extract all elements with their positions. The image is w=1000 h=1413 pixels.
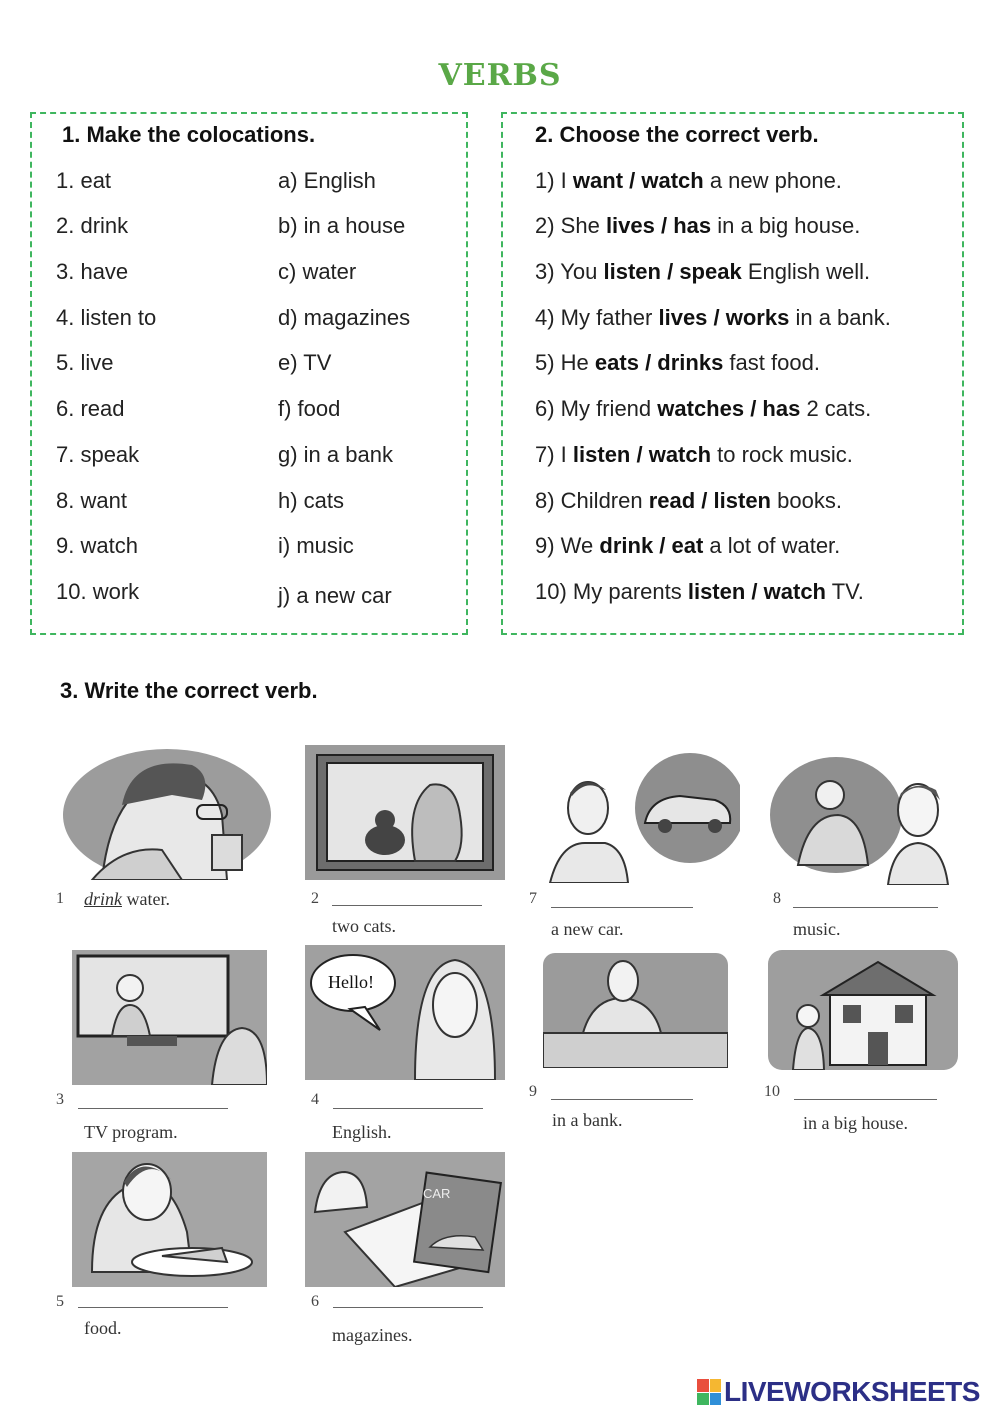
colocation-verb[interactable]: 1. eat <box>56 168 112 193</box>
answer-line[interactable] <box>333 1108 483 1109</box>
example-sentence: drink water. <box>84 889 170 909</box>
card-caption: English. <box>332 1122 392 1142</box>
answer-line[interactable] <box>551 907 693 908</box>
choose-verb-sentence: 2) She lives / has in a big house. <box>535 213 861 238</box>
exercise3-heading: 3. Write the correct verb. <box>60 678 318 703</box>
choose-verb-sentence: 10) My parents listen / watch TV. <box>535 579 864 604</box>
choose-verb-sentence: 4) My father lives / works in a bank. <box>535 305 891 330</box>
picture-new-car <box>540 748 740 883</box>
choose-verb-sentence: 7) I listen / watch to rock music. <box>535 442 853 467</box>
verb-choice[interactable]: listen / watch <box>572 442 712 467</box>
picture-food <box>72 1152 267 1287</box>
card-number: 9 <box>529 1083 537 1100</box>
card-caption: food. <box>84 1318 122 1338</box>
card-number: 1 <box>56 890 64 907</box>
magazine-label: CAR <box>423 1186 451 1201</box>
picture-big-house <box>768 950 958 1070</box>
verb-choice[interactable]: drink / eat <box>599 533 704 558</box>
card-number: 3 <box>56 1091 64 1108</box>
verb-choice[interactable]: eats / drinks <box>594 350 724 375</box>
verb-choice[interactable]: read / listen <box>648 488 771 513</box>
answer-line[interactable] <box>78 1307 228 1308</box>
colocation-object[interactable]: f) food <box>278 396 341 421</box>
colocation-verb[interactable]: 2. drink <box>56 213 129 238</box>
colocation-verb[interactable]: 4. listen to <box>56 305 157 330</box>
card-caption: TV program. <box>84 1122 178 1142</box>
picture-magazines <box>305 1152 505 1287</box>
card-caption: two cats. <box>332 916 396 936</box>
choose-verb-sentence: 6) My friend watches / has 2 cats. <box>535 396 872 421</box>
picture-tv-program <box>72 950 267 1085</box>
colocation-verb[interactable]: 9. watch <box>56 533 138 558</box>
colocation-verb[interactable]: 3. have <box>56 259 129 284</box>
colocation-verb[interactable]: 10. work <box>56 579 140 604</box>
verb-choice[interactable]: listen / speak <box>603 259 742 284</box>
colocation-verb[interactable]: 8. want <box>56 488 127 513</box>
card-number: 7 <box>529 890 537 907</box>
picture-music <box>768 755 958 885</box>
card-number: 2 <box>311 890 319 907</box>
brand-logo <box>697 1377 980 1407</box>
answer-line[interactable] <box>793 907 938 908</box>
card-caption: in a big house. <box>803 1113 908 1133</box>
colocation-object[interactable]: b) in a house <box>278 213 406 238</box>
colocation-object[interactable]: a) English <box>278 168 376 193</box>
card-caption: in a bank. <box>552 1110 623 1130</box>
picture-bank <box>543 953 728 1068</box>
brand-name: LIVEWORKSHEETS <box>724 1376 980 1407</box>
answer-line[interactable] <box>332 905 482 906</box>
verb-choice[interactable]: lives / has <box>605 213 712 238</box>
colocation-verb[interactable]: 7. speak <box>56 442 140 467</box>
picture-drink-water <box>62 745 272 880</box>
colocation-object[interactable]: j) a new car <box>278 583 392 608</box>
choose-verb-sentence: 8) Children read / listen books. <box>535 488 842 513</box>
answer-line[interactable] <box>78 1108 228 1109</box>
card-number: 4 <box>311 1091 319 1108</box>
answer-line[interactable] <box>551 1099 693 1100</box>
verb-choice[interactable]: listen / watch <box>687 579 826 604</box>
picture-english <box>305 945 505 1080</box>
card-number: 6 <box>311 1293 319 1310</box>
answer-line[interactable] <box>333 1307 483 1308</box>
picture-two-cats <box>305 745 505 880</box>
choose-verb-sentence: 5) He eats / drinks fast food. <box>535 350 820 375</box>
answer-line[interactable] <box>794 1099 937 1100</box>
card-caption: a new car. <box>551 919 624 939</box>
choose-verb-sentence: 3) You listen / speak English well. <box>535 259 871 284</box>
card-number: 10 <box>764 1083 780 1100</box>
colocation-object[interactable]: i) music <box>278 533 354 558</box>
card-number: 5 <box>56 1293 64 1310</box>
speech-bubble-text: Hello! <box>328 972 374 992</box>
colocation-object[interactable]: h) cats <box>278 488 345 513</box>
example-answer: drink <box>84 889 122 909</box>
verb-choice[interactable]: want / watch <box>572 168 704 193</box>
colocation-object[interactable]: g) in a bank <box>278 442 393 467</box>
colocation-verb[interactable]: 6. read <box>56 396 125 421</box>
verb-choice[interactable]: watches / has <box>657 396 801 421</box>
choose-verb-sentence: 1) I want / watch a new phone. <box>535 168 842 193</box>
card-caption: music. <box>793 919 841 939</box>
exercise2-heading: 2. Choose the correct verb. <box>535 122 819 147</box>
exercise1-heading: 1. Make the colocations. <box>62 122 316 147</box>
card-number: 8 <box>773 890 781 907</box>
page-title: VERBS <box>438 58 562 93</box>
card-caption: magazines. <box>332 1325 413 1345</box>
colocation-verb[interactable]: 5. live <box>56 350 114 375</box>
verb-choice[interactable]: lives / works <box>658 305 790 330</box>
colocation-object[interactable]: e) TV <box>278 350 332 375</box>
choose-verb-sentence: 9) We drink / eat a lot of water. <box>535 533 841 558</box>
brand-mark-icon <box>697 1379 721 1405</box>
colocation-object[interactable]: d) magazines <box>278 305 411 330</box>
colocation-object[interactable]: c) water <box>278 259 357 284</box>
